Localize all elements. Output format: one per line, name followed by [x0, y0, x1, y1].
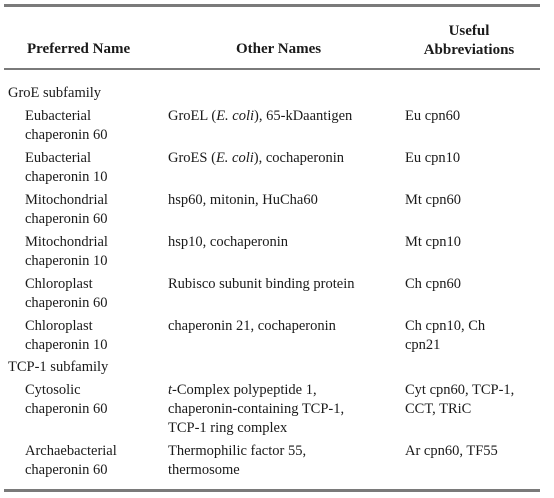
row-abbreviation: Cyt cpn60, TCP-1, CCT, TRiC — [405, 382, 515, 417]
header-other-names: Other Names — [236, 41, 322, 57]
row-name: Mitochondrial chaperonin 10 — [25, 234, 108, 269]
subfamily-heading: GroE subfamily — [8, 85, 102, 101]
row-other-names: chaperonin 21, cochaperonin — [168, 318, 336, 334]
row-other-names: hsp60, mitonin, HuCha60 — [168, 192, 318, 208]
row-abbreviation: Ch cpn10, Ch cpn21 — [405, 318, 486, 353]
row-name: Eubacterial chaperonin 10 — [25, 150, 108, 185]
top-rule — [4, 4, 540, 7]
row-other-names: GroEL (E. coli), 65-kDaantigen — [168, 108, 353, 124]
header-rule — [4, 68, 540, 70]
row-name: Chloroplast chaperonin 10 — [25, 318, 108, 353]
header-abbr-line2: Abbreviations — [423, 42, 515, 58]
row-other-names: hsp10, cochaperonin — [168, 234, 288, 250]
row-name: Mitochondrial chaperonin 60 — [25, 192, 108, 227]
header-useful-abbreviations — [410, 22, 528, 60]
row-other-names: t-Complex polypeptide 1, chaperonin-containing TCP-1, TCP-1 ring complex — [168, 382, 345, 436]
row-abbreviation: Ch cpn60 — [405, 276, 461, 292]
header-preferred-name: Preferred Name — [27, 41, 131, 57]
row-name: Eubacterial chaperonin 60 — [25, 108, 108, 143]
row-abbreviation: Eu cpn60 — [405, 108, 461, 124]
bottom-rule — [4, 489, 540, 492]
row-other-names: Thermophilic factor 55, thermosome — [168, 443, 307, 478]
row-abbreviation: Mt cpn10 — [405, 234, 461, 250]
row-other-names: Rubisco subunit binding protein — [168, 276, 355, 292]
row-name: Archaebacterial chaperonin 60 — [25, 443, 117, 478]
row-abbreviation: Eu cpn10 — [405, 150, 461, 166]
row-abbreviation: Mt cpn60 — [405, 192, 461, 208]
header-abbr-line1: Useful — [448, 23, 490, 39]
subfamily-heading: TCP-1 subfamily — [8, 359, 109, 375]
row-other-names: GroES (E. coli), cochaperonin — [168, 150, 344, 166]
row-name: Chloroplast chaperonin 60 — [25, 276, 108, 311]
row-abbreviation: Ar cpn60, TF55 — [405, 443, 498, 459]
row-name: Cytosolic chaperonin 60 — [25, 382, 108, 417]
